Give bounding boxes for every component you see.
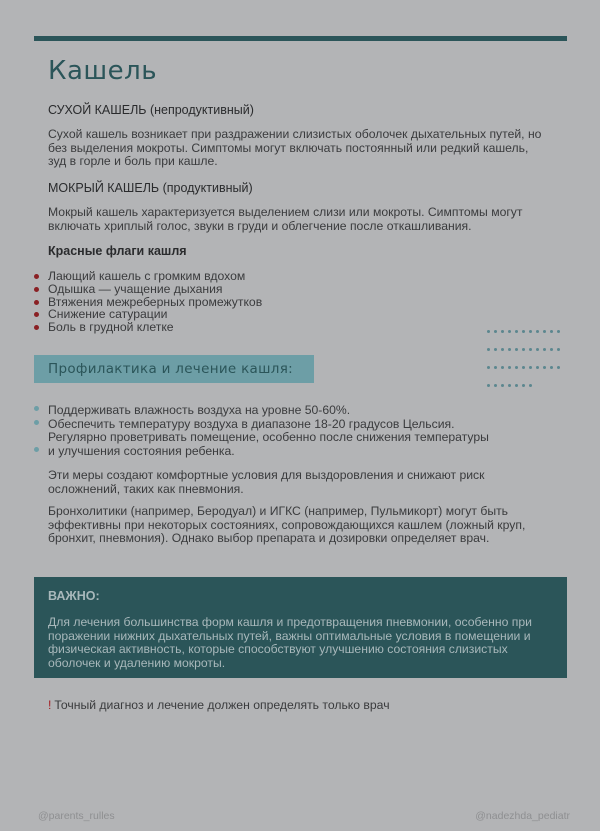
bullet-icon: [34, 406, 39, 411]
page-title: Кашель: [48, 56, 158, 86]
dot-icon: [501, 330, 504, 333]
dot-icon: [508, 330, 511, 333]
dot-icon: [515, 348, 518, 351]
dot-icon: [522, 366, 525, 369]
red-flags-list: [34, 270, 262, 334]
prevention-paragraph: Эти меры создают комфортные условия для выздоровления и снижают риск осложнений, таких как пневмония.: [48, 468, 485, 496]
footer-handle-left[interactable]: @parents_rulles: [38, 810, 115, 822]
dot-icon: [494, 384, 497, 387]
dot-icon: [557, 348, 560, 351]
dot-icon: [508, 366, 511, 369]
list-item: Снижение сатурации: [34, 308, 262, 321]
list-item: и улучшения состояния ребенка.: [48, 443, 235, 458]
dot-icon: [494, 330, 497, 333]
dot-icon: [522, 384, 525, 387]
dry-cough-text: Сухой кашель возникает при раздражении слизистых оболочек дыхательных путей, но без выделения мокроты. Симптомы могут включать постоянный или редкий кашель, зуд в горле и боль при кашле.: [48, 127, 542, 169]
dot-icon: [550, 330, 553, 333]
dot-icon: [508, 348, 511, 351]
dot-icon: [515, 330, 518, 333]
dot-icon: [543, 366, 546, 369]
dot-icon: [515, 384, 518, 387]
dot-icon: [557, 330, 560, 333]
dot-icon: [536, 348, 539, 351]
dot-icon: [522, 348, 525, 351]
dot-icon: [508, 384, 511, 387]
exclamation-icon: !: [48, 698, 52, 712]
dot-icon: [487, 366, 490, 369]
dot-icon: [529, 384, 532, 387]
dot-icon: [550, 366, 553, 369]
dot-icon: [487, 348, 490, 351]
dot-icon: [515, 366, 518, 369]
list-item: Обеспечить температуру воздуха в диапазоне 18-20 градусов Цельсия.: [48, 416, 455, 431]
wet-cough-text: Мокрый кашель характеризуется выделением слизи или мокроты. Симптомы могут включать хриплый голос, звуки в груди и облегчение после откашливания.: [48, 205, 523, 233]
dot-icon: [501, 384, 504, 387]
dot-icon: [529, 366, 532, 369]
dry-cough-heading: СУХОЙ КАШЕЛЬ (непродуктивный): [48, 103, 254, 117]
footer-handle-right[interactable]: @nadezhda_pediatr: [475, 810, 570, 822]
decorative-dot-grid: [487, 325, 567, 397]
dot-icon: [494, 366, 497, 369]
bullet-icon: [34, 447, 39, 452]
dot-icon: [529, 330, 532, 333]
medication-paragraph: Бронхолитики (например, Беродуал) и ИГКС (например, Пульмикорт) могут быть эффективны при некоторых состояниях, сопровождающихся кашлем (ложный круп, бронхит, пневмония). Однако выбор препарата и дозировки определяет врач.: [48, 504, 526, 546]
list-item: Лающий кашель с громким вдохом: [34, 270, 262, 283]
doctor-note: [48, 698, 390, 712]
prevention-list: [48, 404, 558, 458]
dot-icon: [529, 348, 532, 351]
dot-icon: [550, 348, 553, 351]
list-item: Поддерживать влажность воздуха на уровне 50-60%.: [48, 403, 351, 417]
prevention-title: Профилактика и лечение кашля:: [48, 361, 293, 377]
list-item: Втяжения межреберных промежутков: [34, 296, 262, 309]
dot-icon: [557, 366, 560, 369]
dot-icon: [522, 330, 525, 333]
list-item: Боль в грудной клетке: [34, 321, 262, 334]
list-item: Регулярно проветривать помещение, особенно после снижения температуры: [48, 430, 489, 445]
dot-icon: [501, 366, 504, 369]
important-title: ВАЖНО:: [48, 589, 100, 603]
dot-icon: [487, 384, 490, 387]
wet-cough-heading: МОКРЫЙ КАШЕЛЬ (продуктивный): [48, 181, 253, 195]
red-flags-title: Красные флаги кашля: [48, 244, 187, 258]
important-text: Для лечения большинства форм кашля и предотвращения пневмонии, особенно при поражении нижних дыхательных путей, важны оптимальные условия в помещении и физическая активность, которые способствуют улучшению состояния слизистых оболочек и удалению мокроты.: [48, 615, 532, 670]
dot-icon: [543, 348, 546, 351]
dot-icon: [536, 366, 539, 369]
dot-icon: [536, 330, 539, 333]
doctor-note-text: Точный диагноз и лечение должен определять только врач: [54, 698, 390, 712]
dot-icon: [487, 330, 490, 333]
dot-icon: [501, 348, 504, 351]
list-item: Одышка — учащение дыхания: [34, 283, 262, 296]
dot-icon: [494, 348, 497, 351]
top-accent-bar: [34, 36, 567, 41]
bullet-icon: [34, 420, 39, 425]
dot-icon: [543, 330, 546, 333]
